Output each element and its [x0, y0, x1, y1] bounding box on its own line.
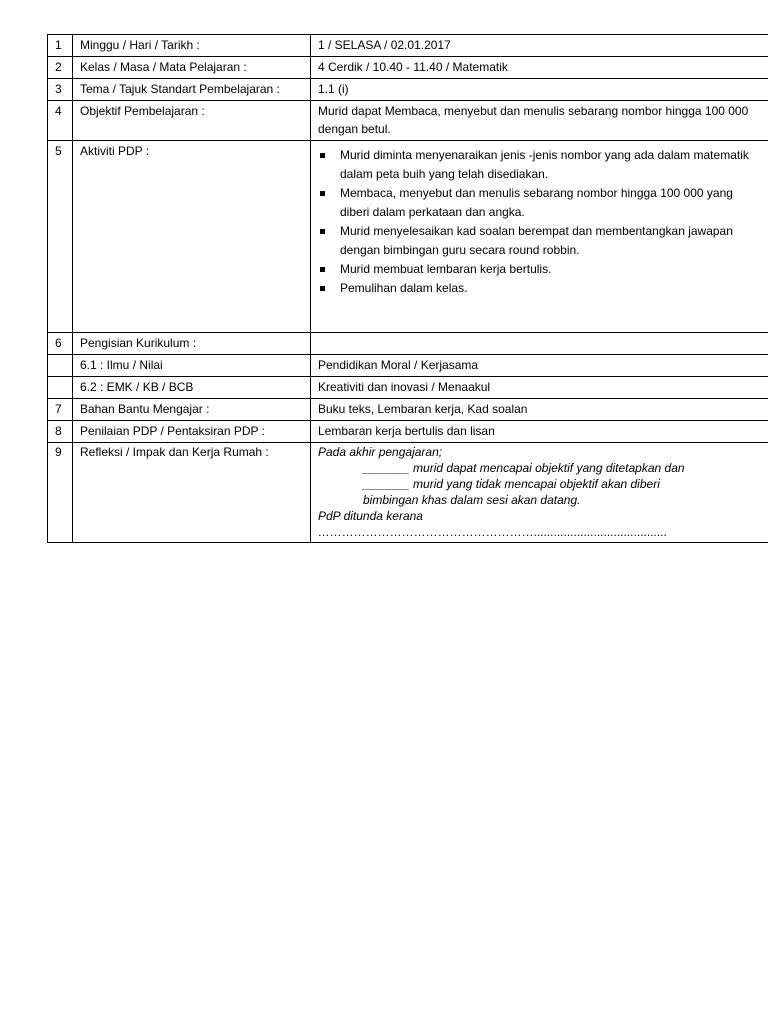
refleksi-cell [311, 443, 768, 543]
square-bullet-icon [320, 267, 325, 272]
table-row [48, 57, 768, 79]
row-number: 7 [48, 399, 73, 421]
square-bullet-icon [320, 153, 325, 158]
square-bullet-icon [320, 229, 325, 234]
refleksi-line: _______ murid dapat mencapai objektif yang ditetapkan dan [363, 461, 685, 475]
row-label: Tema / Tajuk Standart Pembelajaran : [73, 79, 311, 101]
activity-text: Murid menyelesaikan kad soalan berempat dan membentangkan jawapan dengan bimbingan guru secara round robbin. [340, 224, 733, 257]
row-number: 1 [48, 35, 73, 57]
row-label: Pengisian Kurikulum : [73, 333, 311, 355]
activity-text: Membaca, menyebut dan menulis sebarang nombor hingga 100 000 yang diberi dalam perkataan dan angka. [340, 186, 733, 219]
row-label: 6.2 : EMK / KB / BCB [73, 377, 311, 399]
table-row [48, 35, 768, 57]
refleksi-line: _______ murid yang tidak mencapai objektif akan diberi [363, 477, 660, 491]
list-item [340, 260, 764, 279]
row-label: Bahan Bantu Mengajar : [73, 399, 311, 421]
table-row [48, 355, 768, 377]
activity-text: Pemulihan dalam kelas. [340, 281, 468, 295]
lesson-plan-table [47, 34, 768, 543]
square-bullet-icon [320, 286, 325, 291]
row-number: 5 [48, 141, 73, 333]
row-label: Penilaian PDP / Pentaksiran PDP : [73, 421, 311, 443]
row-value: Murid dapat Membaca, menyebut dan menulis sebarang nombor hingga 100 000 dengan betul. [311, 101, 768, 141]
row-label: Kelas / Masa / Mata Pelajaran : [73, 57, 311, 79]
row-value: Pendidikan Moral / Kerjasama [311, 355, 768, 377]
row-value: Kreativiti dan inovasi / Menaakul [311, 377, 768, 399]
row-label: Objektif Pembelajaran : [73, 101, 311, 141]
table-row-refleksi [48, 443, 768, 543]
table-row [48, 399, 768, 421]
row-value [311, 333, 768, 355]
row-label: 6.1 : Ilmu / Nilai [73, 355, 311, 377]
list-item [340, 184, 764, 222]
row-number: 4 [48, 101, 73, 141]
list-item [340, 146, 764, 184]
row-number [48, 377, 73, 399]
list-item [340, 222, 764, 260]
activity-text: Murid diminta menyenaraikan jenis -jenis nombor yang ada dalam matematik dalam peta buih yang telah disediakan. [340, 148, 749, 181]
row-value: 1 / SELASA / 02.01.2017 [311, 35, 768, 57]
table-row [48, 333, 768, 355]
row-label: Minggu / Hari / Tarikh : [73, 35, 311, 57]
row-value: 1.1 (i) [311, 79, 768, 101]
row-number: 8 [48, 421, 73, 443]
row-number: 2 [48, 57, 73, 79]
row-number [48, 355, 73, 377]
row-value: 4 Cerdik / 10.40 - 11.40 / Matematik [311, 57, 768, 79]
refleksi-line: Pada akhir pengajaran; [318, 445, 443, 459]
table-row [48, 101, 768, 141]
activity-cell [311, 141, 768, 333]
table-row [48, 421, 768, 443]
table-row [48, 377, 768, 399]
row-number: 6 [48, 333, 73, 355]
refleksi-line: PdP ditunda kerana ………………………………………………........................................ [318, 509, 668, 539]
table-row [48, 79, 768, 101]
table-row-aktiviti [48, 141, 768, 333]
row-value: Lembaran kerja bertulis dan lisan [311, 421, 768, 443]
activity-list [318, 146, 764, 298]
list-item [340, 279, 764, 298]
row-number: 9 [48, 443, 73, 543]
refleksi-line: bimbingan khas dalam sesi akan datang. [363, 493, 581, 507]
row-number: 3 [48, 79, 73, 101]
square-bullet-icon [320, 191, 325, 196]
row-value: Buku teks, Lembaran kerja, Kad soalan [311, 399, 768, 421]
activity-text: Murid membuat lembaran kerja bertulis. [340, 262, 552, 276]
row-label: Aktiviti PDP : [73, 141, 311, 333]
row-label: Refleksi / Impak dan Kerja Rumah : [73, 443, 311, 543]
